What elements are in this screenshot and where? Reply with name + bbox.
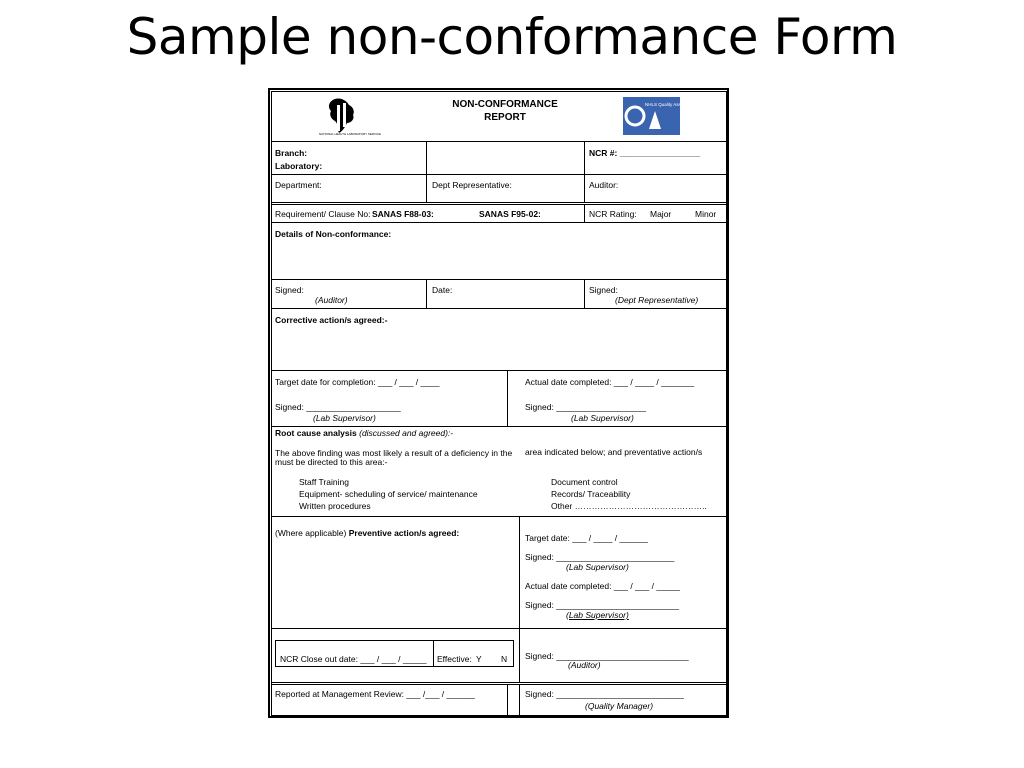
lab-sup-caption-a: (Lab Supervisor) bbox=[313, 413, 376, 423]
root-cause-line1: The above finding was most likely a result of a deficiency in the bbox=[275, 448, 513, 458]
divider bbox=[271, 222, 727, 223]
preventive-label: Preventive action/s agreed: bbox=[348, 528, 460, 538]
form-title-line2: REPORT bbox=[484, 112, 526, 123]
divider bbox=[271, 682, 727, 683]
requirement-label: Requirement/ Clause No: bbox=[275, 209, 371, 219]
qa-logo-text: NHLS Quality Assurance bbox=[645, 102, 695, 107]
divider bbox=[519, 628, 520, 682]
lab-sup-caption-b: (Lab Supervisor) bbox=[571, 413, 634, 423]
divider bbox=[519, 516, 520, 628]
department-field[interactable]: Department: bbox=[275, 180, 322, 190]
divider bbox=[271, 628, 727, 629]
option-document-control[interactable]: Document control bbox=[551, 477, 618, 487]
rating-major-option[interactable]: Major bbox=[650, 209, 672, 219]
option-staff-training[interactable]: Staff Training bbox=[299, 477, 349, 487]
divider bbox=[584, 141, 585, 174]
closeout-date-field[interactable]: NCR Close out date: ___ / ___ / _____ bbox=[280, 654, 427, 664]
divider bbox=[271, 204, 727, 205]
divider bbox=[271, 202, 727, 203]
quality-manager-caption: (Quality Manager) bbox=[585, 701, 654, 711]
ncr-rating-label: NCR Rating: bbox=[589, 209, 637, 219]
option-equipment[interactable]: Equipment- scheduling of service/ maintenance bbox=[299, 489, 478, 499]
option-other[interactable]: Other ……………………………………….. bbox=[551, 501, 707, 511]
sanas-f88-label: SANAS F88-03: bbox=[372, 209, 434, 219]
divider bbox=[271, 279, 727, 280]
divider bbox=[271, 516, 727, 517]
closeout-auditor-caption: (Auditor) bbox=[568, 660, 601, 670]
form-border-bottom bbox=[271, 715, 727, 716]
divider bbox=[426, 174, 427, 203]
divider bbox=[433, 640, 434, 667]
branch-label: Branch: bbox=[275, 148, 308, 158]
date-field[interactable]: Date: bbox=[432, 285, 453, 295]
closeout-signed[interactable]: Signed: ____________________________ bbox=[525, 651, 689, 661]
dept-rep-caption: (Dept Representative) bbox=[615, 295, 699, 305]
form-border-right bbox=[726, 91, 727, 716]
details-label: Details of Non-conformance: bbox=[275, 229, 392, 239]
quality-manager-signed[interactable]: Signed: ___________________________ bbox=[525, 689, 684, 699]
preventive-prefix: (Where applicable) bbox=[275, 528, 347, 538]
divider bbox=[271, 684, 727, 685]
root-cause-line2: must be directed to this area:- bbox=[275, 457, 388, 467]
divider bbox=[426, 141, 427, 174]
dept-rep-field[interactable]: Dept Representative: bbox=[432, 180, 512, 190]
rating-minor-option[interactable]: Minor bbox=[695, 209, 717, 219]
effective-yes[interactable]: Y bbox=[476, 654, 482, 664]
divider bbox=[271, 426, 727, 427]
sanas-f95-label: SANAS F95-02: bbox=[479, 209, 541, 219]
preventive-heading bbox=[275, 528, 459, 538]
option-written-procedures[interactable]: Written procedures bbox=[299, 501, 371, 511]
form-title-line1: NON-CONFORMANCE bbox=[452, 99, 558, 110]
preventive-lab-sup1: (Lab Supervisor) bbox=[566, 562, 629, 572]
slide-title: Sample non-conformance Form bbox=[126, 8, 898, 66]
divider bbox=[584, 204, 585, 222]
divider bbox=[426, 279, 427, 308]
form-border-top bbox=[271, 91, 727, 92]
lab-sup-signed-b[interactable]: Signed: ___________________ bbox=[525, 402, 647, 412]
divider bbox=[584, 174, 585, 203]
divider bbox=[271, 141, 727, 142]
divider bbox=[584, 279, 585, 308]
root-cause-heading bbox=[275, 428, 453, 438]
actual-completion-field[interactable]: Actual date completed: ___ / ____ / _______ bbox=[525, 377, 695, 387]
preventive-signed2[interactable]: Signed: __________________________ bbox=[525, 600, 680, 610]
divider bbox=[507, 370, 508, 426]
preventive-actual-field[interactable]: Actual date completed: ___ / ___ / _____ bbox=[525, 581, 681, 591]
dept-rep-signed-label[interactable]: Signed: bbox=[589, 285, 618, 295]
ncr-number-field[interactable]: NCR #: _________________ bbox=[589, 148, 701, 158]
root-cause-right-line: area indicated below; and preventative action/s bbox=[525, 447, 703, 457]
corrective-label: Corrective action/s agreed:- bbox=[275, 315, 388, 325]
divider bbox=[507, 684, 508, 715]
form-border-left bbox=[271, 91, 272, 716]
root-cause-suffix: (discussed and agreed):- bbox=[359, 428, 454, 438]
laboratory-label: Laboratory: bbox=[275, 161, 323, 171]
option-records-traceability[interactable]: Records/ Traceability bbox=[551, 489, 631, 499]
preventive-signed1[interactable]: Signed: _________________________ bbox=[525, 552, 675, 562]
preventive-target-field[interactable]: Target date: ___ / ____ / ______ bbox=[525, 533, 648, 543]
effective-label: Effective: bbox=[437, 654, 472, 664]
divider bbox=[271, 308, 727, 309]
divider bbox=[271, 174, 727, 175]
target-completion-field[interactable]: Target date for completion: ___ / ___ / ____ bbox=[275, 377, 440, 387]
effective-no[interactable]: N bbox=[501, 654, 508, 664]
auditor-field[interactable]: Auditor: bbox=[589, 180, 619, 190]
form-inner bbox=[271, 91, 727, 716]
preventive-lab-sup2: (Lab Supervisor) bbox=[566, 610, 629, 620]
divider bbox=[519, 684, 520, 715]
auditor-caption: (Auditor) bbox=[315, 295, 348, 305]
root-cause-label: Root cause analysis bbox=[275, 428, 357, 438]
lab-sup-signed-a[interactable]: Signed: ____________________ bbox=[275, 402, 401, 412]
divider bbox=[271, 370, 727, 371]
auditor-signed-label[interactable]: Signed: bbox=[275, 285, 304, 295]
management-review-field[interactable]: Reported at Management Review: ___ /___ / ______ bbox=[275, 689, 475, 699]
nhls-logo-text: NATIONAL HEALTH LABORATORY SERVICE bbox=[319, 132, 382, 136]
